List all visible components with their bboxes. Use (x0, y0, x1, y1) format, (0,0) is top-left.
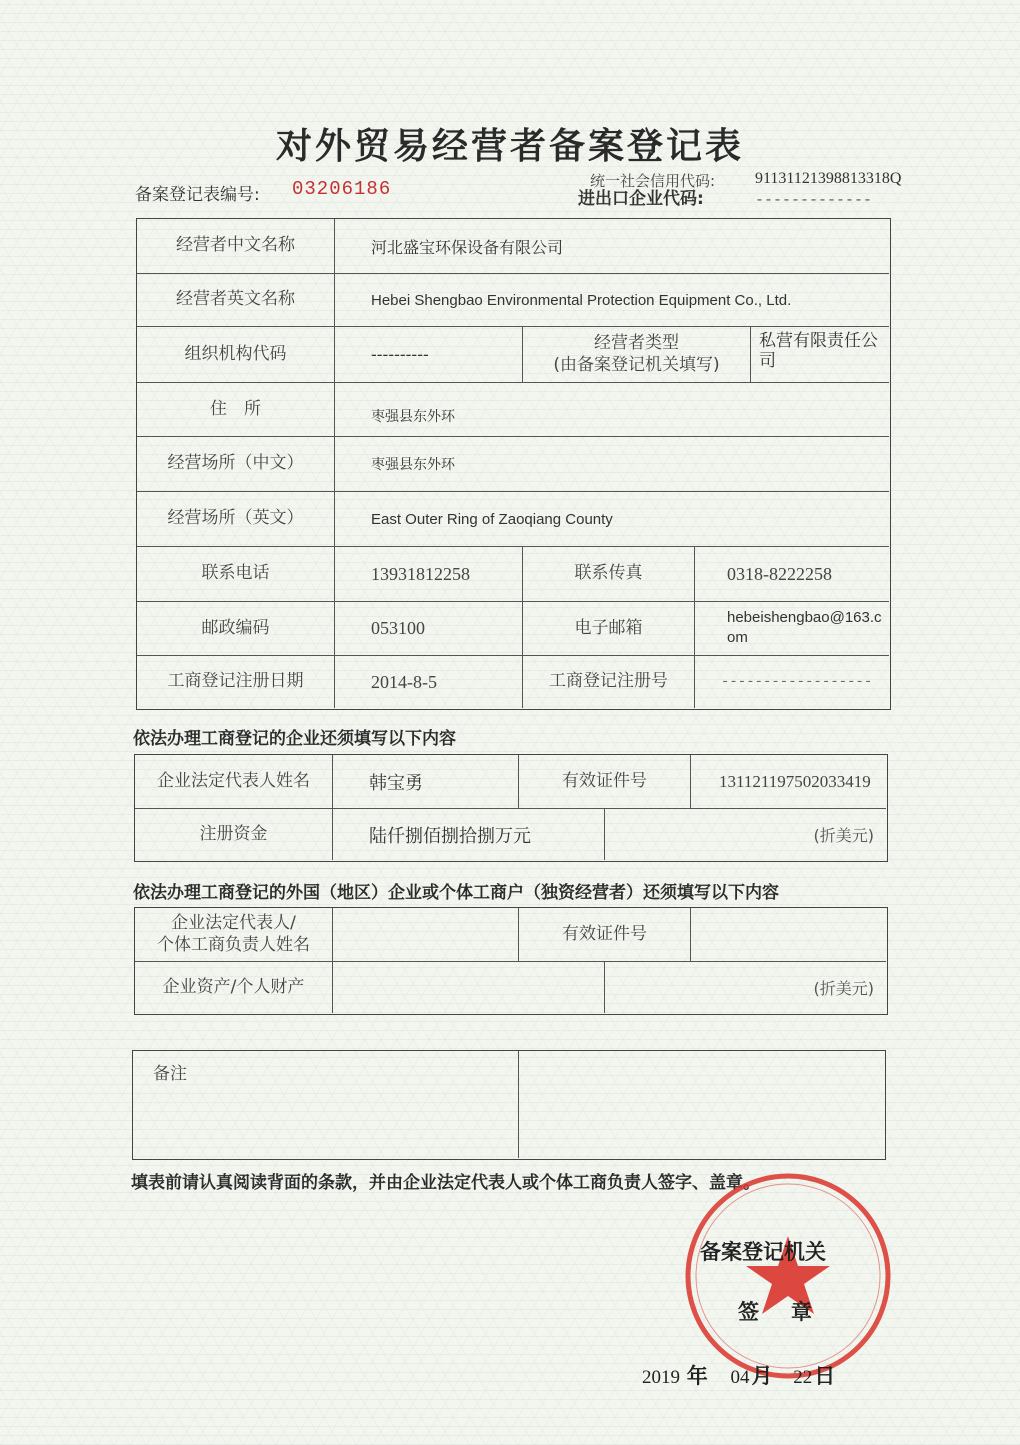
date-year-unit: 年 (686, 1364, 708, 1388)
sign-label: 签章 (738, 1300, 844, 1324)
operator-type-label-line2: (由备案登记机关填写) (553, 354, 720, 375)
date-day-unit: 日 (814, 1364, 836, 1388)
capital-value: 陆仟捌佰捌拾捌万元 (333, 809, 605, 860)
sign-date (642, 1360, 837, 1390)
reg-number-label: 工商登记注册号 (523, 656, 695, 708)
foreign-rep-label-line1: 企业法定代表人/ (171, 913, 296, 934)
en-name-label: 经营者英文名称 (137, 274, 335, 327)
page-title: 对外贸易经营者备案登记表 (275, 126, 744, 167)
postcode-value: 053100 (335, 602, 523, 656)
credit-code-label: 统一社会信用代码: (590, 172, 716, 190)
date-month-unit: 月 (751, 1364, 773, 1388)
foreign-id-value (691, 908, 886, 962)
assets-value (333, 962, 605, 1013)
main-table (136, 218, 891, 710)
foreign-rep-value (333, 908, 519, 962)
remarks-value (519, 1051, 884, 1158)
operator-type-label-line1: 经营者类型 (594, 333, 679, 354)
credit-code-value: 91131121398813318Q (755, 170, 902, 187)
reg-no-label: 备案登记表编号: (135, 185, 260, 205)
premises-cn-value: 枣强县东外环 (335, 437, 889, 492)
cn-name-value: 河北盛宝环保设备有限公司 (335, 219, 889, 274)
section2-table (134, 754, 888, 862)
foreign-rep-label (135, 908, 333, 962)
en-name-value: Hebei Shengbao Environmental Protection Equipment Co., Ltd. (335, 274, 889, 327)
id-no-label: 有效证件号 (519, 755, 691, 809)
email-value: hebeishengbao@163.com (695, 602, 889, 656)
premises-cn-label: 经营场所（中文） (137, 437, 335, 492)
phone-value: 13931812258 (335, 547, 523, 602)
authority-label: 备案登记机关 (700, 1240, 826, 1264)
org-code-value: ---------- (335, 327, 523, 383)
postcode-label: 邮政编码 (137, 602, 335, 656)
section2-heading: 依法办理工商登记的企业还须填写以下内容 (133, 729, 456, 749)
date-year: 2019 (642, 1367, 680, 1388)
reg-no-value: 03206186 (292, 178, 392, 200)
assets-usd-note: (折美元) (813, 979, 874, 998)
date-month: 04 (730, 1367, 750, 1388)
org-code-label: 组织机构代码 (137, 327, 335, 383)
reg-date-label: 工商登记注册日期 (137, 656, 335, 708)
ie-code-label: 进出口企业代码: (578, 189, 704, 209)
capital-usd-note: (折美元) (813, 826, 874, 845)
reg-number-value: ------------------ (721, 674, 873, 690)
remarks-table (132, 1050, 886, 1160)
official-seal (682, 1170, 894, 1382)
legal-rep-value: 韩宝勇 (333, 755, 519, 809)
section3-table (134, 907, 888, 1015)
premises-en-value: East Outer Ring of Zaoqiang County (335, 492, 889, 547)
operator-type-value: 私营有限责任公司 (751, 327, 889, 383)
residence-value: 枣强县东外环 (335, 383, 889, 437)
id-no-value: 131121197502033419 (691, 755, 886, 809)
foreign-id-label: 有效证件号 (519, 908, 691, 962)
reg-date-value: 2014-8-5 (335, 656, 523, 708)
capital-label: 注册资金 (135, 809, 333, 860)
foreign-rep-label-line2: 个体工商负责人姓名 (157, 934, 310, 955)
premises-en-label: 经营场所（英文） (137, 492, 335, 547)
assets-label: 企业资产/个人财产 (135, 962, 333, 1013)
fax-label: 联系传真 (523, 547, 695, 602)
date-day: 22 (793, 1367, 813, 1388)
legal-rep-label: 企业法定代表人姓名 (135, 755, 333, 809)
phone-label: 联系电话 (137, 547, 335, 602)
operator-type-label (523, 327, 751, 383)
section3-heading: 依法办理工商登记的外国（地区）企业或个体工商户（独资经营者）还须填写以下内容 (133, 883, 779, 903)
footnote: 填表前请认真阅读背面的条款，并由企业法定代表人或个体工商负责人签字、盖章。 (131, 1173, 760, 1193)
fax-value: 0318-8222258 (695, 547, 889, 602)
cn-name-label: 经营者中文名称 (137, 219, 335, 274)
ie-code-value: ------------- (755, 192, 873, 209)
residence-label: 住 所 (137, 383, 335, 437)
email-label: 电子邮箱 (523, 602, 695, 656)
remarks-label: 备注 (133, 1051, 519, 1158)
